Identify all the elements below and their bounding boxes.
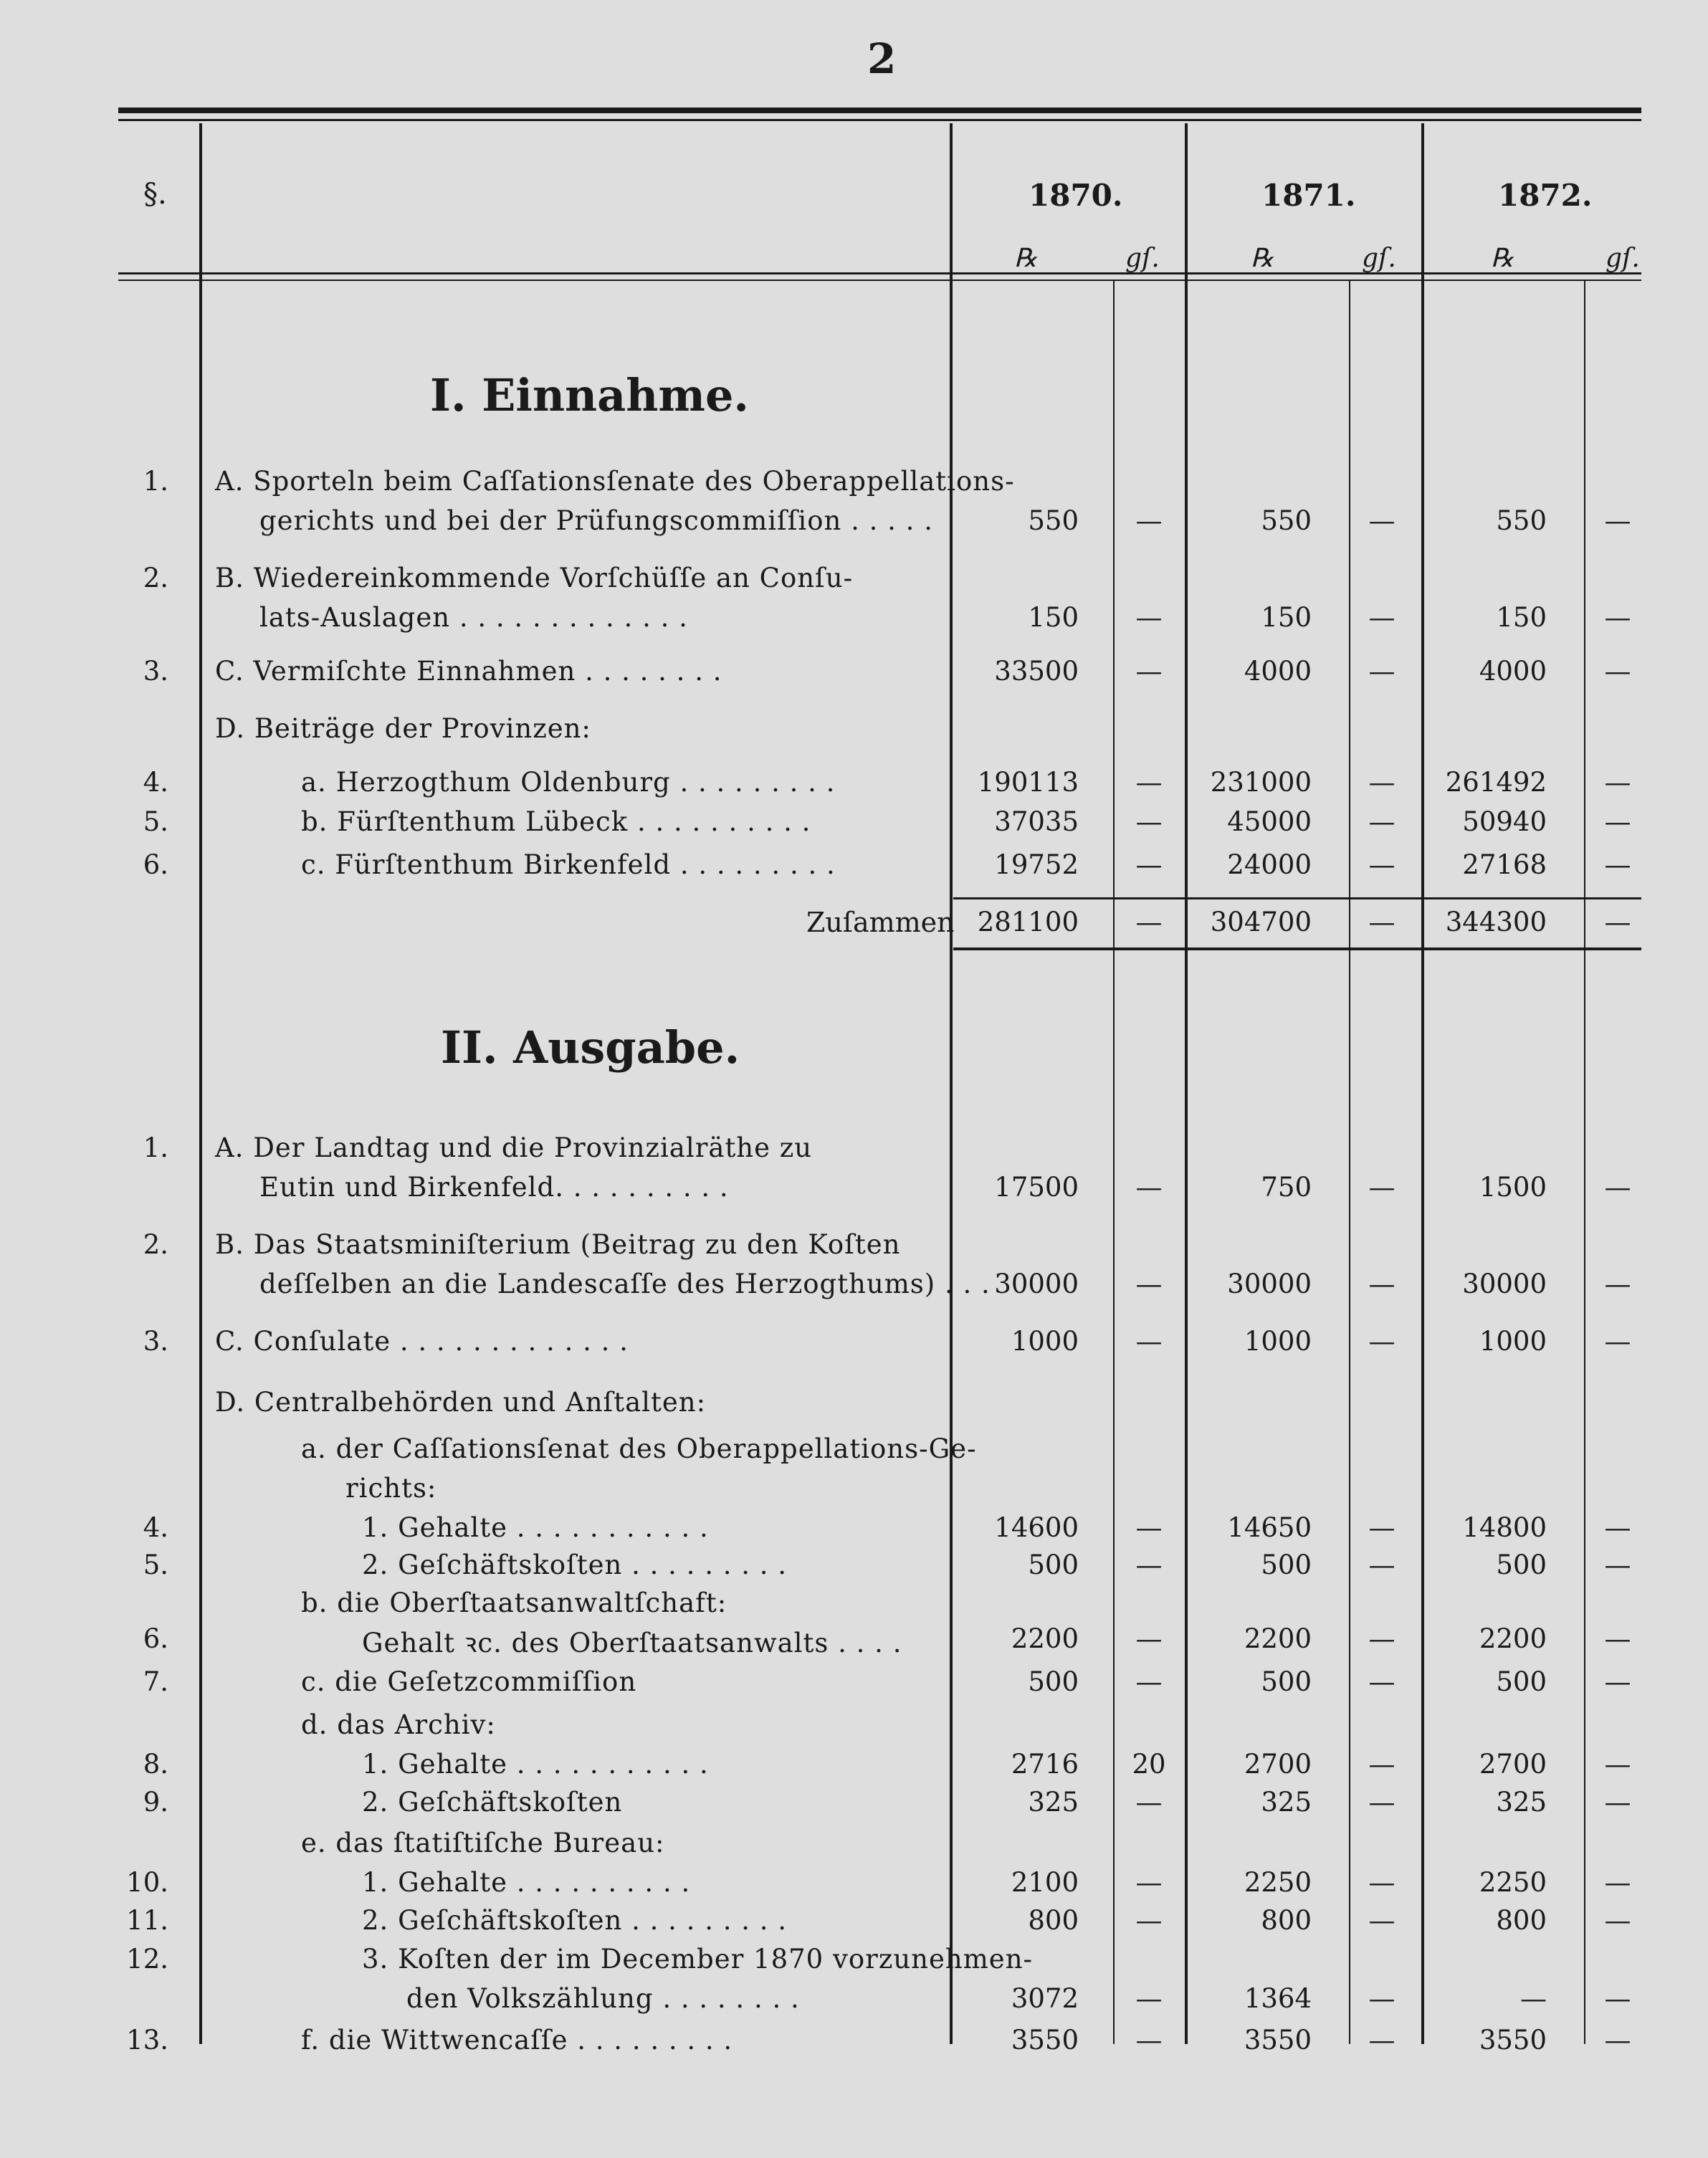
amount-taler: 4000 (1479, 656, 1547, 687)
amount-taler: 14800 (1462, 1512, 1547, 1543)
amount-taler: 500 (1496, 1550, 1547, 1580)
table-row (0, 1550, 1708, 1584)
amount-taler: 500 (1028, 1666, 1079, 1697)
amount-groschen: — (1368, 505, 1395, 536)
row-description: C. Vermiſchte Einnahmen . . . . . . . . (215, 656, 722, 687)
table-row (0, 1132, 1708, 1203)
amount-groschen: — (1604, 1512, 1631, 1543)
amount-taler: 800 (1028, 1905, 1079, 1936)
amount-groschen: — (1604, 1269, 1631, 1299)
amount-groschen: — (1604, 1787, 1631, 1818)
amount-groschen: — (1135, 1512, 1163, 1543)
amount-taler: 500 (1028, 1550, 1079, 1580)
amount-groschen: — (1604, 1905, 1631, 1936)
table-row (0, 1828, 1708, 1862)
row-description: D. Beiträge der Provinzen: (215, 713, 591, 744)
row-description: b. Fürſtenthum Lübeck . . . . . . . . . . (301, 806, 811, 837)
amount-groschen: — (1604, 505, 1631, 536)
amount-taler: 2716 (1011, 1749, 1079, 1780)
row-description: d. das Archiv: (301, 1709, 496, 1740)
amount-groschen: — (1604, 1666, 1631, 1697)
row-description: a. Herzogthum Oldenburg . . . . . . . . . (301, 767, 836, 798)
row-description: B. Wiedereinkommende Vorſchüſſe an Conſu- (215, 563, 854, 593)
amount-groschen: — (1135, 602, 1163, 633)
top-rule-thin (118, 119, 1641, 121)
amount-groschen: — (1604, 1623, 1631, 1654)
row-number: 1. (143, 466, 168, 497)
amount-groschen: — (1135, 1787, 1163, 1818)
row-number: 3. (143, 656, 168, 687)
amount-groschen: — (1368, 849, 1395, 880)
unit-taler-1872: ℞ (1491, 244, 1514, 273)
total-g-1872: — (1604, 907, 1631, 937)
row-number: 4. (143, 767, 168, 798)
row-description: deſſelben an die Landescaſſe des Herzogthums) . . . (259, 1269, 991, 1299)
table-row (0, 1787, 1708, 1821)
amount-groschen: 20 (1132, 1749, 1166, 1780)
row-description: A. Sporteln beim Caſſationsſenate des Oberappellations- (215, 466, 1015, 497)
table-row (0, 1905, 1708, 1939)
amount-groschen: — (1135, 505, 1163, 536)
amount-taler: 14650 (1227, 1512, 1312, 1543)
row-description: A. Der Landtag und die Provinzialräthe zu (215, 1132, 813, 1163)
table-row (0, 849, 1708, 884)
amount-groschen: — (1368, 656, 1395, 687)
amount-groschen: — (1135, 806, 1163, 837)
amount-groschen: — (1135, 656, 1163, 687)
amount-groschen: — (1135, 1666, 1163, 1697)
amount-taler: 45000 (1227, 806, 1312, 837)
amount-taler: 150 (1261, 602, 1312, 633)
amount-groschen: — (1604, 602, 1631, 633)
amount-taler: 2200 (1011, 1623, 1079, 1654)
amount-taler: 550 (1496, 505, 1547, 536)
section-symbol: §. (143, 178, 167, 211)
row-number: 1. (143, 1132, 168, 1163)
year-1870: 1870. (1029, 178, 1123, 213)
year-1872: 1872. (1498, 178, 1593, 213)
amount-taler: — (1520, 1983, 1547, 2014)
amount-groschen: — (1368, 2025, 1395, 2056)
table-row (0, 1867, 1708, 1901)
amount-groschen: — (1135, 1172, 1163, 1203)
amount-groschen: — (1135, 1983, 1163, 2014)
row-description: B. Das Staatsminiſterium (Beitrag zu den Koſten (215, 1229, 901, 1260)
row-description: 1. Gehalte . . . . . . . . . . (362, 1867, 691, 1898)
row-number: 9. (143, 1787, 168, 1818)
row-description: richts: (345, 1473, 437, 1504)
amount-taler: 37035 (994, 806, 1079, 837)
amount-taler: 2700 (1244, 1749, 1312, 1780)
amount-groschen: — (1135, 1269, 1163, 1299)
table-row (0, 466, 1708, 536)
row-description: b. die Oberſtaatsanwaltſchaft: (301, 1588, 727, 1618)
table-row (0, 767, 1708, 801)
row-number: 7. (143, 1666, 168, 1697)
amount-taler: 150 (1496, 602, 1547, 633)
table-row (0, 1623, 1708, 1658)
table-row (0, 1512, 1708, 1547)
table-row (0, 806, 1708, 841)
amount-groschen: — (1368, 1326, 1395, 1357)
amount-taler: 800 (1496, 1905, 1547, 1936)
amount-taler: 27168 (1462, 849, 1547, 880)
amount-groschen: — (1368, 602, 1395, 633)
total-1870: 281100 (977, 907, 1079, 937)
amount-groschen: — (1604, 806, 1631, 837)
total-g-1871: — (1368, 907, 1395, 937)
table-row (0, 1326, 1708, 1360)
amount-groschen: — (1368, 1269, 1395, 1299)
amount-groschen: — (1368, 1787, 1395, 1818)
row-number: 2. (143, 1229, 168, 1260)
amount-taler: 231000 (1210, 767, 1312, 798)
total-g-1870: — (1135, 907, 1163, 937)
amount-taler: 33500 (994, 656, 1079, 687)
amount-taler: 500 (1496, 1666, 1547, 1697)
table-row (0, 656, 1708, 690)
table-row (0, 1588, 1708, 1622)
amount-groschen: — (1604, 1749, 1631, 1780)
table-row (0, 2025, 1708, 2059)
amount-groschen: — (1135, 2025, 1163, 2056)
amount-taler: 2200 (1479, 1623, 1547, 1654)
row-description: c. die Geſetzcommiſſion (301, 1666, 637, 1697)
amount-taler: 3550 (1244, 2025, 1312, 2056)
table-row (0, 713, 1708, 748)
row-description: e. das ſtatiſtiſche Bureau: (301, 1828, 665, 1858)
amount-groschen: — (1368, 1666, 1395, 1697)
total-1872: 344300 (1445, 907, 1547, 937)
amount-taler: 500 (1261, 1666, 1312, 1697)
amount-taler: 2250 (1479, 1867, 1547, 1898)
amount-groschen: — (1368, 1623, 1395, 1654)
year-1871: 1871. (1261, 178, 1356, 213)
row-description: 3. Koſten der im December 1870 vorzunehmen- (362, 1944, 1034, 1975)
amount-taler: 4000 (1244, 656, 1312, 687)
amount-groschen: — (1368, 806, 1395, 837)
row-number: 11. (126, 1905, 168, 1936)
amount-taler: 30000 (994, 1269, 1079, 1299)
amount-groschen: — (1368, 1172, 1395, 1203)
unit-groschen-1870: gſ. (1125, 244, 1160, 273)
row-description: Eutin und Birkenfeld. . . . . . . . . . (259, 1172, 729, 1203)
table-row (0, 1944, 1708, 2014)
row-description: 2. Geſchäftskoſten . . . . . . . . . (362, 1905, 788, 1936)
amount-taler: 50940 (1462, 806, 1547, 837)
amount-taler: 14600 (994, 1512, 1079, 1543)
amount-groschen: — (1604, 1550, 1631, 1580)
expense-heading: II. Ausgabe. (441, 1021, 740, 1074)
amount-taler: 30000 (1227, 1269, 1312, 1299)
table-row (0, 1666, 1708, 1701)
page-number: 2 (867, 34, 897, 83)
amount-groschen: — (1368, 1512, 1395, 1543)
amount-groschen: — (1604, 656, 1631, 687)
amount-taler: 30000 (1462, 1269, 1547, 1299)
amount-taler: 190113 (977, 767, 1079, 798)
amount-taler: 550 (1028, 505, 1079, 536)
amount-taler: 800 (1261, 1905, 1312, 1936)
amount-groschen: — (1135, 1326, 1163, 1357)
amount-groschen: — (1135, 767, 1163, 798)
row-number: 4. (143, 1512, 168, 1543)
income-heading: I. Einnahme. (430, 369, 750, 421)
amount-groschen: — (1604, 1983, 1631, 2014)
row-description: 2. Geſchäftskoſten . . . . . . . . . (362, 1550, 788, 1580)
row-description: den Volkszählung . . . . . . . . (406, 1983, 800, 2014)
row-number: 13. (126, 2025, 168, 2056)
amount-groschen: — (1368, 1983, 1395, 2014)
total-rule-top (953, 897, 1641, 899)
top-rule (118, 108, 1641, 113)
amount-groschen: — (1368, 1749, 1395, 1780)
table-row (0, 1229, 1708, 1299)
amount-taler: 325 (1028, 1787, 1079, 1818)
amount-taler: 1000 (1479, 1326, 1547, 1357)
amount-taler: 19752 (994, 849, 1079, 880)
amount-groschen: — (1604, 1867, 1631, 1898)
amount-groschen: — (1135, 1623, 1163, 1654)
table-row (0, 1387, 1708, 1421)
total-label: Zuſammen (806, 907, 955, 938)
table-row (0, 1433, 1708, 1504)
row-number: 3. (143, 1326, 168, 1357)
row-description: D. Centralbehörden und Anſtalten: (215, 1387, 707, 1418)
amount-taler: 1500 (1479, 1172, 1547, 1203)
table-row (0, 1749, 1708, 1783)
amount-taler: 261492 (1445, 767, 1547, 798)
row-number: 6. (143, 1623, 168, 1654)
row-number: 5. (143, 806, 168, 837)
amount-taler: 750 (1261, 1172, 1312, 1203)
table-row (0, 563, 1708, 633)
amount-groschen: — (1604, 2025, 1631, 2056)
amount-groschen: — (1135, 1550, 1163, 1580)
amount-taler: 500 (1261, 1550, 1312, 1580)
amount-taler: 1000 (1011, 1326, 1079, 1357)
total-rule-bottom (953, 947, 1641, 950)
amount-taler: 2200 (1244, 1623, 1312, 1654)
amount-taler: 2700 (1479, 1749, 1547, 1780)
amount-groschen: — (1368, 1905, 1395, 1936)
row-number: 8. (143, 1749, 168, 1780)
row-description: gerichts und bei der Prüfungscommiſſion . . . . . (259, 505, 933, 536)
row-number: 10. (126, 1867, 168, 1898)
amount-taler: 325 (1261, 1787, 1312, 1818)
amount-taler: 550 (1261, 505, 1312, 536)
row-description: 1. Gehalte . . . . . . . . . . . (362, 1512, 709, 1543)
amount-groschen: — (1135, 849, 1163, 880)
total-1871: 304700 (1210, 907, 1312, 937)
amount-groschen: — (1604, 767, 1631, 798)
unit-taler-1870: ℞ (1014, 244, 1038, 273)
row-number: 12. (126, 1944, 168, 1975)
amount-groschen: — (1135, 1905, 1163, 1936)
unit-taler-1871: ℞ (1251, 244, 1274, 273)
row-description: lats-Auslagen . . . . . . . . . . . . . (259, 602, 688, 633)
amount-taler: 325 (1496, 1787, 1547, 1818)
amount-taler: 3550 (1479, 2025, 1547, 2056)
row-description: a. der Caſſationsſenat des Oberappellations-Ge- (301, 1433, 977, 1464)
amount-groschen: — (1604, 1172, 1631, 1203)
amount-groschen: — (1604, 849, 1631, 880)
amount-taler: 17500 (994, 1172, 1079, 1203)
amount-taler: 150 (1028, 602, 1079, 633)
amount-taler: 3072 (1011, 1983, 1079, 2014)
amount-taler: 1364 (1244, 1983, 1312, 2014)
amount-taler: 3550 (1011, 2025, 1079, 2056)
amount-groschen: — (1368, 1867, 1395, 1898)
amount-taler: 24000 (1227, 849, 1312, 880)
row-description: C. Conſulate . . . . . . . . . . . . . (215, 1326, 629, 1357)
amount-groschen: — (1368, 767, 1395, 798)
row-description: Gehalt ꝛc. des Oberſtaatsanwalts . . . . (362, 1628, 902, 1658)
row-description: c. Fürſtenthum Birkenfeld . . . . . . . . . (301, 849, 836, 880)
unit-groschen-1871: gſ. (1362, 244, 1396, 273)
row-description: 1. Gehalte . . . . . . . . . . . (362, 1749, 709, 1780)
table-row (0, 1709, 1708, 1744)
amount-groschen: — (1604, 1326, 1631, 1357)
header-rule (118, 272, 1641, 274)
row-number: 2. (143, 563, 168, 593)
row-number: 5. (143, 1550, 168, 1580)
amount-taler: 2100 (1011, 1867, 1079, 1898)
amount-groschen: — (1135, 1867, 1163, 1898)
row-description: f. die Wittwencaſſe . . . . . . . . . (301, 2025, 733, 2056)
header-rule-thin (118, 280, 1641, 281)
amount-groschen: — (1368, 1550, 1395, 1580)
amount-taler: 1000 (1244, 1326, 1312, 1357)
unit-groschen-1872: gſ. (1606, 244, 1640, 273)
amount-taler: 2250 (1244, 1867, 1312, 1898)
row-number: 6. (143, 849, 168, 880)
row-description: 2. Geſchäftskoſten (362, 1787, 623, 1818)
